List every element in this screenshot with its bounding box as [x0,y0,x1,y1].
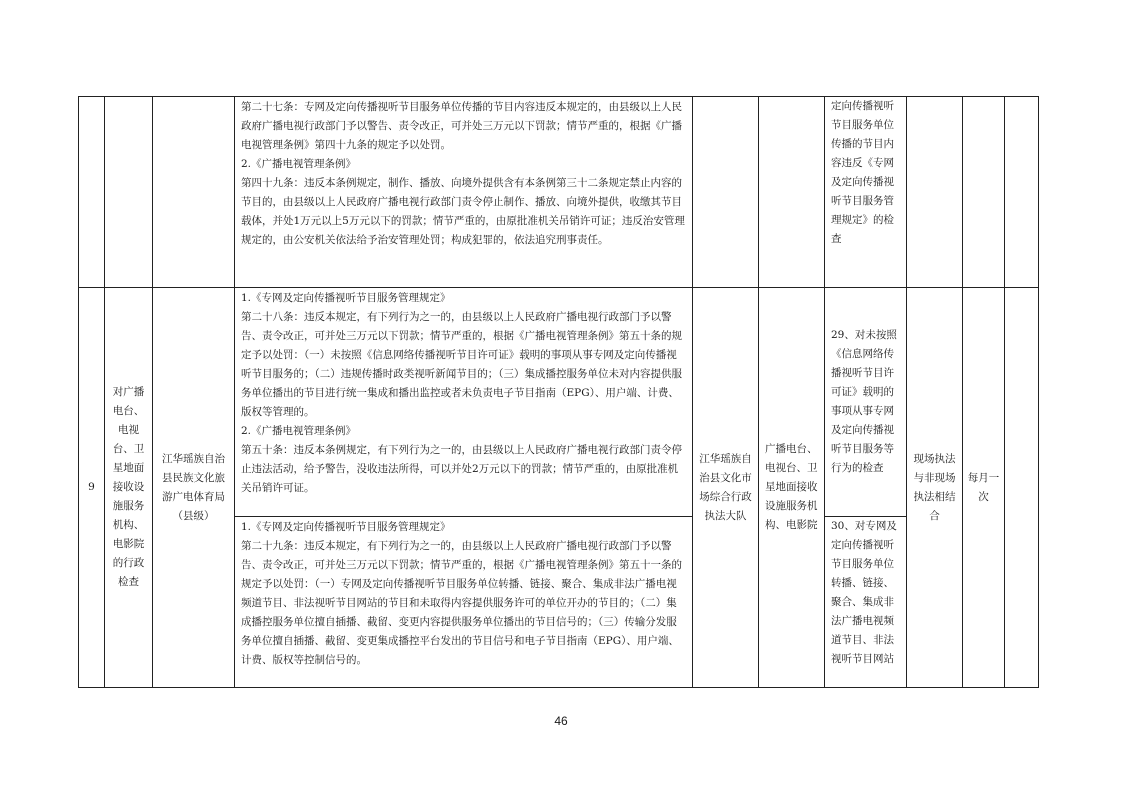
check-item-cell: 29、对未按照《信息网络传播视听节目许可证》载明的事项从事专网及定向传播视听节目服务等行为的检查 [825,288,907,517]
authority-cell: 江华瑶族自治县民族文化旅游广电体育局（县级） [153,288,235,688]
extra-cell-empty [1005,288,1039,688]
legal-text-line: 2.《广播电视管理条例》 [241,425,357,437]
check-item-cell: 30、对专网及定向传播视听节目服务单位转播、链接、聚合、集成非法广播电视频道节目、非法视听节目网站 [825,517,907,688]
legal-text-line: 2.《广播电视管理条例》 [241,158,357,170]
legal-basis-cell [235,517,693,688]
method-cell: 现场执法与非现场执法相结合 [907,288,963,688]
target-cell: 广播电台、电视台、卫星地面接收设施服务机构、电影院 [759,288,825,688]
authority-cell-empty [153,97,235,288]
method-cell-empty [907,97,963,288]
item-name-cell: 对广播电台、电视台、卫星地面接收设施服务机构、电影院的行政检查 [105,288,153,688]
seq-cell-empty [79,97,105,288]
legal-text-line: 第五十条：违反本条例规定，有下列行为之一的，由县级以上人民政府广播电视行政部门责令停止违法活动，给予警告，没收违法所得，可以并处2万元以下的罚款；情节严重的，由原批准机关吊销许可证。 [241,444,682,494]
inspection-table [78,96,1039,688]
item-name-cell-empty [105,97,153,288]
page-number: 46 [554,714,568,728]
legal-text-line: 第二十七条：专网及定向传播视听节目服务单位传播的节目内容违反本规定的，由县级以上人民政府广播电视行政部门予以警告、责令改正，可并处三万元以下罚款；情节严重的，根据《广播电视管理条例》第四十九条的规定予以处罚。 [241,101,682,151]
seq-cell: 9 [79,288,105,688]
target-cell-empty [759,97,825,288]
implementer-cell: 江华瑶族自治县文化市场综合行政执法大队 [693,288,759,688]
legal-basis-cell [235,97,693,288]
legal-text-line: 1.《专网及定向传播视听节目服务管理规定》 [241,292,451,304]
extra-cell-empty [1005,97,1039,288]
legal-text-line: 第四十九条：违反本条例规定，制作、播放、向境外提供含有本条例第三十二条规定禁止内容的节目的，由县级以上人民政府广播电视行政部门责令停止制作、播放、向境外提供，收缴其节目载体，并处1万元以上5万元以下的罚款；情节严重的，由原批准机关吊销许可证；违反治安管理规定的，由公安机关依法给予治安管理处罚；构成犯罪的，依法追究刑事责任。 [241,177,685,246]
legal-text-line: 1.《专网及定向传播视听节目服务管理规定》 [241,521,451,533]
table-row-9 [79,288,1039,517]
legal-text-line: 第二十八条：违反本规定，有下列行为之一的，由县级以上人民政府广播电视行政部门予以警告、责令改正，可并处三万元以下罚款；情节严重的，根据《广播电视管理条例》第五十条的规定予以处罚：（一）未按照《信息网络传播视听节目许可证》载明的事项从事专网及定向传播视听节目服务的；（二）违规传播时政类视听新闻节目的；（三）集成播控服务单位未对内容提供服务单位播出的节目进行统一集成和播出监控或者未负责电子节目指南（EPG）、用户端、计费、版权等管理的。 [241,311,682,418]
table-row-continuation [79,97,1039,288]
implementer-cell-empty [693,97,759,288]
check-item-cell: 定向传播视听节目服务单位传播的节目内容违反《专网及定向传播视听节目服务管理规定》的检查 [825,97,907,288]
legal-text-line: 第二十九条：违反本规定，有下列行为之一的，由县级以上人民政府广播电视行政部门予以警告、责令改正，可并处三万元以下罚款；情节严重的，根据《广播电视管理条例》第五十一条的规定予以处罚：（一）专网及定向传播视听节目服务单位转播、链接、聚合、集成非法广播电视频道节目、非法视听节目网站的节目和未取得内容提供服务许可的单位开办的节目的；（二）集成播控服务单位擅自插播、截留、变更内容提供服务单位播出的节目信号的；（三）传输分发服务单位擅自插播、截留、变更集成播控平台发出的节目信号和电子节目指南（EPG）、用户端、计费、版权等控制信号的。 [241,540,682,666]
frequency-cell: 每月一次 [963,288,1005,688]
legal-basis-cell [235,288,693,517]
frequency-cell-empty [963,97,1005,288]
